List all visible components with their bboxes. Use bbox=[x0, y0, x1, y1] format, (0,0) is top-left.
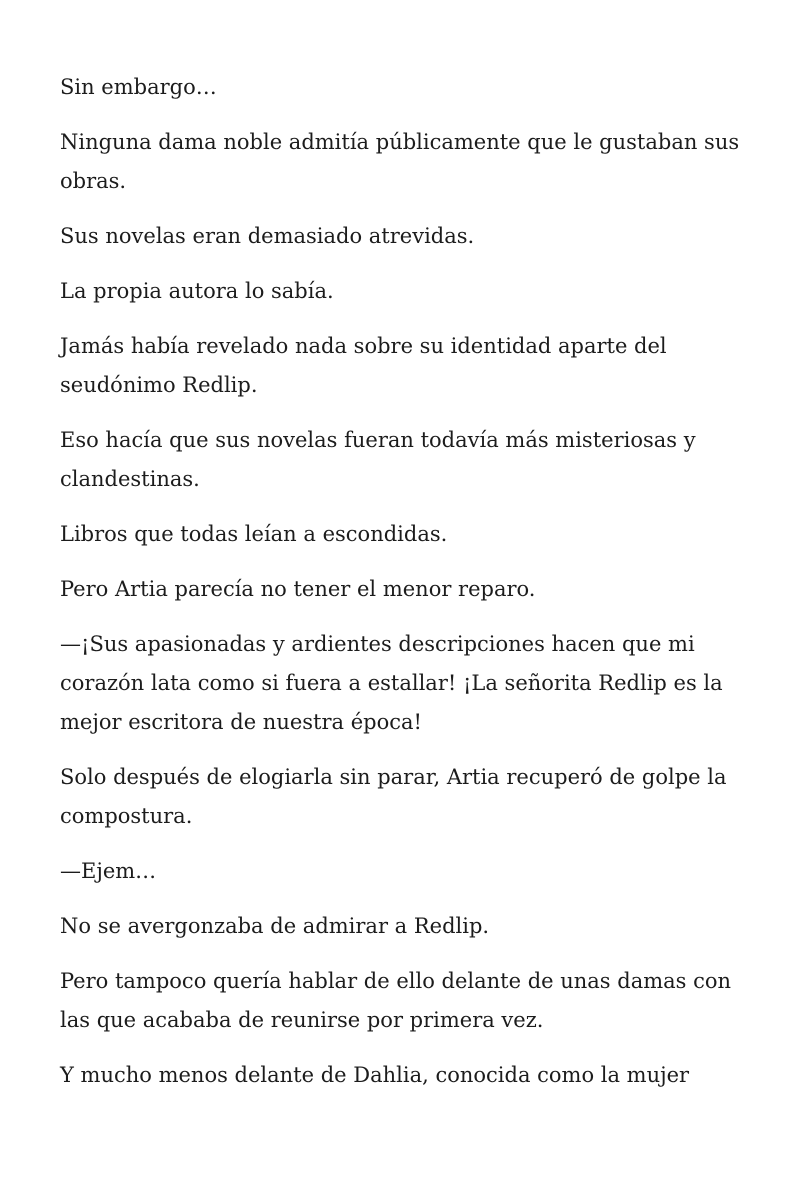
paragraph: Ninguna dama noble admitía públicamente que le gustaban sus obras. bbox=[60, 130, 740, 193]
paragraph: Sin embargo… bbox=[60, 75, 217, 99]
paragraph: Pero Artia parecía no tener el menor reparo. bbox=[60, 577, 536, 601]
paragraph: Solo después de elogiarla sin parar, Artia recuperó de golpe la compostura. bbox=[60, 765, 727, 828]
paragraph: Libros que todas leían a escondidas. bbox=[60, 522, 448, 546]
paragraph: Eso hacía que sus novelas fueran todavía más misteriosas y clandestinas. bbox=[60, 428, 696, 491]
paragraph: Jamás había revelado nada sobre su identidad aparte del seudónimo Redlip. bbox=[60, 334, 667, 397]
paragraph: La propia autora lo sabía. bbox=[60, 279, 334, 303]
paragraph: Pero tampoco quería hablar de ello delante de unas damas con las que acababa de reunirse por primera vez. bbox=[60, 969, 732, 1032]
paragraph: Y mucho menos delante de Dahlia, conocida como la mujer bbox=[60, 1063, 690, 1087]
dialogue-paragraph: —¡Sus apasionadas y ardientes descripciones hacen que mi corazón lata como si fuera a estallar! ¡La señorita Redlip es la mejor escritora de nuestra época! bbox=[60, 632, 723, 734]
paragraph: Sus novelas eran demasiado atrevidas. bbox=[60, 224, 475, 248]
paragraph: No se avergonzaba de admirar a Redlip. bbox=[60, 914, 490, 938]
dialogue-paragraph: —Ejem… bbox=[60, 859, 157, 883]
